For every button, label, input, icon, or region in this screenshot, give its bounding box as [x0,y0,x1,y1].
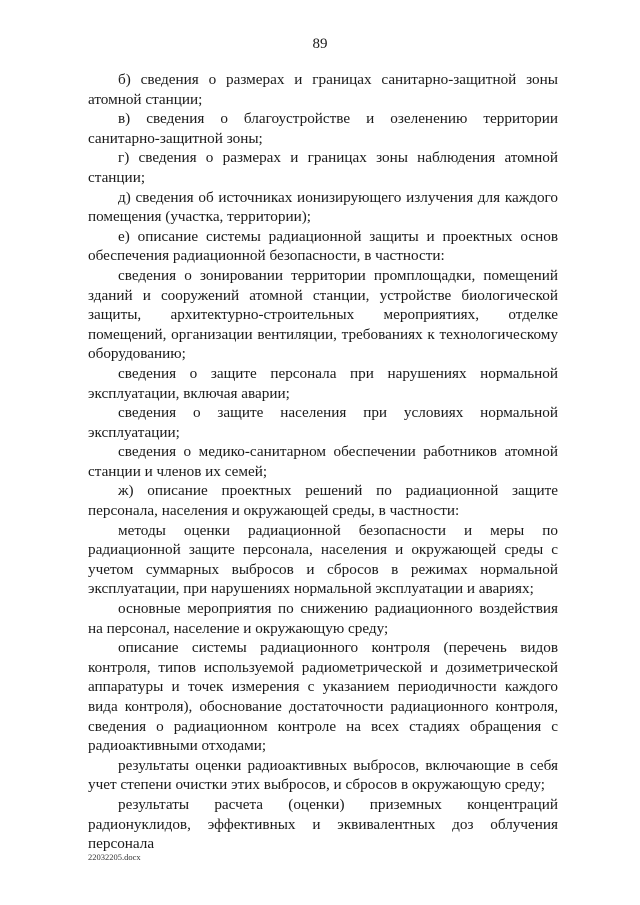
paragraph: ж) описание проектных решений по радиационной защите персонала, населения и окружающей среды, в частности: [88,482,558,520]
paragraph: результаты оценки радиоактивных выбросов, включающие в себя учет степени очистки этих выбросов, и сбросов в окружающую среду; [88,756,558,794]
footer-filename: 22032205.docx [88,852,141,862]
paragraph: результаты расчета (оценки) приземных концентраций радионуклидов, эффективных и эквивалентных доз облучения персонала [88,795,558,853]
paragraph: сведения о медико-санитарном обеспечении работников атомной станции и членов их семей; [88,443,558,480]
paragraph: в) сведения о благоустройстве и озеленению территории санитарно-защитной зоны; [88,110,558,147]
body-text [88,70,558,854]
paragraph: основные мероприятия по снижению радиационного воздействия на персонал, население и окружающую среду; [88,600,558,637]
paragraph: описание системы радиационного контроля (перечень видов контроля, типов используемой радиометрической и дозиметрической аппаратуры и точек измерения с указанием периодичности каждого вида контроля), обоснование достаточности радиационного контроля, сведения о радиационном контроле на всех стадиях обращения с радиоактивными отходами; [88,639,558,755]
paragraph: д) сведения об источниках ионизирующего излучения для каждого помещения (участка, территории); [88,188,558,226]
paragraph: б) сведения о размерах и границах санитарно-защитной зоны атомной станции; [88,71,558,108]
paragraph: сведения о зонировании территории промплощадки, помещений зданий и сооружений атомной станции, устройстве биологической защиты, архитектурно-строительных мероприятиях, отделке помещений, организации вентиляции, требованиях к технологическому оборудованию; [88,266,558,363]
page-number: 89 [312,36,328,52]
paragraph: сведения о защите персонала при нарушениях нормальной эксплуатации, включая аварии; [88,364,558,402]
paragraph: г) сведения о размерах и границах зоны наблюдения атомной станции; [88,149,558,186]
paragraph: е) описание системы радиационной защиты и проектных основ обеспечения радиационной безопасности, в частности: [88,227,558,265]
paragraph: сведения о защите населения при условиях нормальной эксплуатации; [88,404,558,441]
paragraph: методы оценки радиационной безопасности и меры по радиационной защите персонала, населения и окружающей среды с учетом суммарных выбросов и сбросов в режимах нормальной эксплуатации, при нарушениях нормальной эксплуатации и авариях; [88,521,558,598]
